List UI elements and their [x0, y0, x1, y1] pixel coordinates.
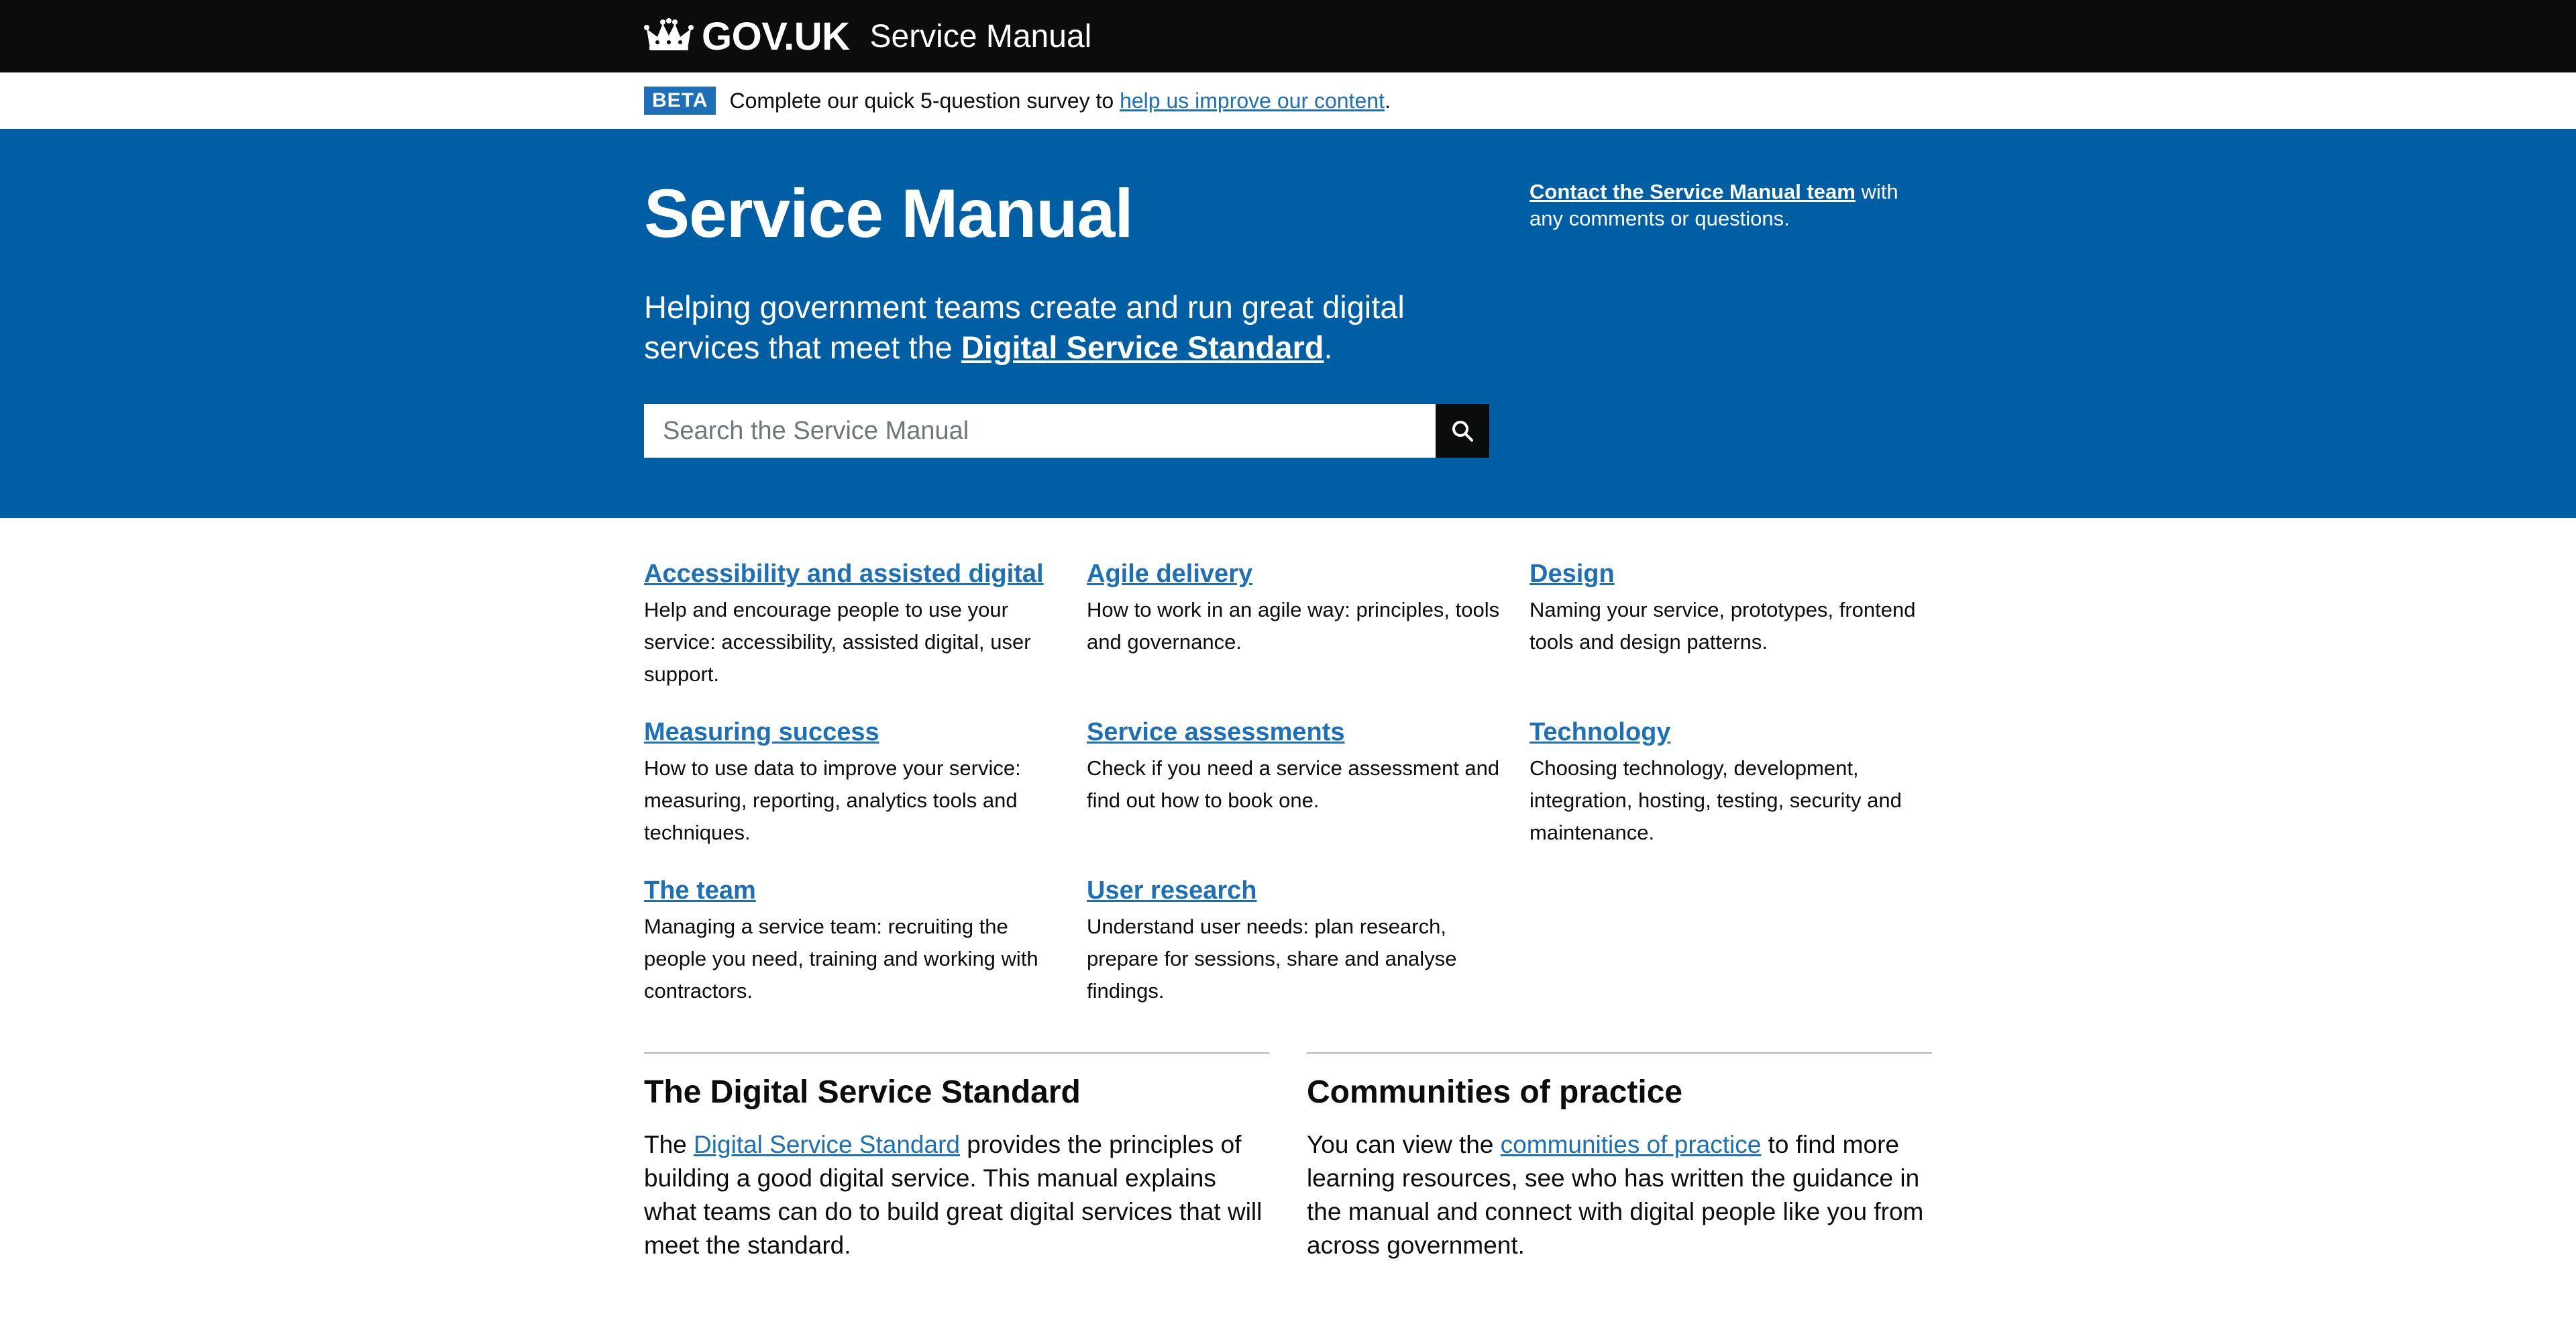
topic-link-technology[interactable]: Technology — [1529, 718, 1671, 746]
site-header — [0, 0, 2576, 72]
section-text-before: The — [644, 1131, 694, 1158]
topic-link-design[interactable]: Design — [1529, 560, 1615, 588]
topic-description: Choosing technology, development, integration, hosting, testing, security and maintenance. — [1529, 756, 1902, 844]
topic-description: Understand user needs: plan research, prepare for sessions, share and analyse findings. — [1087, 915, 1457, 1003]
hero-lede — [644, 287, 1462, 368]
service-name-link[interactable]: Service Manual — [869, 18, 1092, 54]
section-text-before: You can view the — [1307, 1131, 1501, 1158]
digital-service-standard-link[interactable]: Digital Service Standard — [961, 330, 1324, 365]
beta-tag: BETA — [644, 87, 716, 115]
topic-link-service-assessments[interactable]: Service assessments — [1087, 718, 1345, 746]
contact-team-link[interactable]: Contact the Service Manual team — [1529, 180, 1856, 203]
topic-accessibility — [644, 560, 1060, 691]
section-heading: Communities of practice — [1307, 1074, 1683, 1110]
topic-description: Check if you need a service assessment and find out how to book one. — [1087, 756, 1500, 812]
communities-section — [1307, 1052, 1932, 1262]
section-heading: The Digital Service Standard — [644, 1074, 1081, 1110]
topic-description: Naming your service, prototypes, frontend tools and design patterns. — [1529, 598, 1916, 654]
standard-link[interactable]: Digital Service Standard — [694, 1131, 960, 1158]
survey-link[interactable]: help us improve our content — [1120, 88, 1385, 113]
beta-banner — [0, 72, 2576, 129]
topic-agile-delivery — [1087, 560, 1503, 658]
topic-link-accessibility[interactable]: Accessibility and assisted digital — [644, 560, 1044, 588]
topic-technology — [1529, 718, 1945, 849]
topic-the-team — [644, 876, 1060, 1007]
topic-link-agile-delivery[interactable]: Agile delivery — [1087, 560, 1253, 588]
search-input[interactable] — [644, 404, 1436, 458]
section-text-after: provides the principles of building a good digital service. This manual explains what teams can do to build great digital services that will meet the standard. — [644, 1131, 1263, 1259]
communities-link[interactable]: communities of practice — [1500, 1131, 1762, 1158]
govuk-logo-link[interactable] — [644, 14, 849, 59]
topic-link-measuring-success[interactable]: Measuring success — [644, 718, 879, 746]
bottom-sections — [644, 1028, 1932, 1297]
topic-service-assessments — [1087, 718, 1503, 817]
topic-description: How to use data to improve your service: measuring, reporting, analytics tools and techniques. — [644, 756, 1021, 844]
search-button[interactable] — [1436, 404, 1489, 458]
beta-text-before: Complete our quick 5-question survey to — [729, 88, 1120, 113]
topic-link-the-team[interactable]: The team — [644, 876, 756, 905]
govuk-logo-text: GOV.UK — [702, 14, 850, 58]
topic-link-user-research[interactable]: User research — [1087, 876, 1257, 905]
contact-aside — [1529, 179, 1932, 232]
topic-description: How to work in an agile way: principles, tools and governance. — [1087, 598, 1500, 654]
topic-measuring-success — [644, 718, 1060, 849]
hero-banner — [0, 129, 2576, 518]
page-title: Service Manual — [644, 175, 1133, 252]
topic-design — [1529, 560, 1945, 658]
topics-grid — [644, 518, 1932, 1028]
section-body — [1307, 1128, 1932, 1262]
hero-lede-end: . — [1324, 330, 1333, 365]
digital-service-standard-section — [644, 1052, 1269, 1262]
section-body — [644, 1128, 1269, 1262]
beta-text-after: . — [1384, 88, 1391, 113]
contact-text: with any comments or questions. — [1529, 180, 1898, 230]
search-form — [644, 404, 1489, 458]
crown-icon — [644, 18, 694, 54]
topic-user-research — [1087, 876, 1503, 1007]
topic-description: Help and encourage people to use your service: accessibility, assisted digital, user support. — [644, 598, 1031, 686]
topic-description: Managing a service team: recruiting the people you need, training and working with contractors. — [644, 915, 1038, 1003]
beta-banner-text — [729, 89, 1390, 113]
search-icon — [1450, 419, 1474, 443]
hero-lede-text: Helping government teams create and run great digital services that meet the — [644, 289, 1405, 365]
section-text-after: to find more learning resources, see who has written the guidance in the manual and connect with digital people like you from across government. — [1307, 1131, 1924, 1259]
